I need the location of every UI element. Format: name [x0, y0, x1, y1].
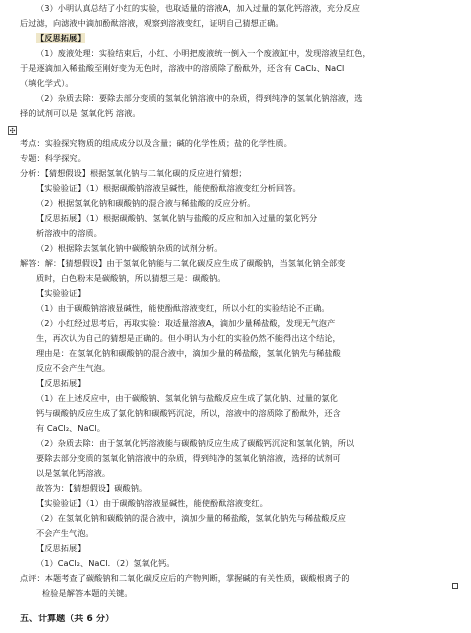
- text-line: 要除去部分变质的氢氧化钠溶液中的杂质，得到纯净的氢氧化钠溶液，选择的试剂可: [36, 453, 341, 463]
- text-line: （填化学式）。: [20, 78, 74, 88]
- paragraph-end-mark: [452, 583, 458, 589]
- text-line: 析溶液中的溶质。: [36, 228, 102, 238]
- text-line: （2）根据氢氧化钠和碳酸钠的混合液与稀盐酸的反应分析。: [36, 198, 256, 208]
- text-line: （2）杂质去除：由于氢氧化钙溶液能与碳酸钠反应生成了碳酸钙沉淀和氢氧化钠，所以: [36, 438, 355, 448]
- text-line: 【反思拓展】: [36, 378, 86, 388]
- move-anchor-icon[interactable]: ✣: [9, 127, 16, 135]
- text-line: （1）由于碳酸钠溶液显碱性，能使酚酞溶液变红，所以小红的实验结论不正确。: [36, 303, 330, 313]
- text-line: 有 CaCl₂、NaCl。: [36, 423, 105, 433]
- text-line: 质时，白色粉末是碳酸钠，所以猜想三是：碳酸钠。: [36, 273, 226, 283]
- text-line: 点评：本题考查了碳酸钠和二氧化碳反应后的产物判断，掌握碱的有关性质，碳酸根离子的: [20, 573, 350, 583]
- highlighted-text: 【反思拓展】: [36, 33, 86, 43]
- section-title: 五、计算题（共 6 分）: [20, 614, 115, 624]
- text-line: （3）小明认真总结了小红的实验，也取适量的溶液A，加入过量的氯化钙溶液，充分反应: [36, 3, 360, 13]
- text-line: 【实验验证】（1）根据碳酸钠溶液呈碱性，能使酚酞溶液变红分析回答。: [36, 183, 301, 193]
- text-line: 【实验验证】: [36, 288, 86, 298]
- text-line: （1）在上述反应中，由于碳酸钠、氢氧化钠与盐酸反应生成了氯化钠、过量的氯化: [36, 393, 338, 403]
- text-line: 钙与碳酸钠反应生成了氯化钠和碳酸钙沉淀，所以，溶液中的溶质除了酚酞外，还含: [36, 408, 341, 418]
- section-heading: [36, 33, 456, 44]
- text-line: （1）废液处理：实验结束后，小红、小明把废液统一倒入一个废液缸中，发现溶液呈红色，: [36, 48, 371, 58]
- text-line: 检验是解答本题的关键。: [42, 588, 133, 598]
- text-line: （2）小红经过思考后，再取实验：取适量溶液A，滴加少量稀盐酸，发现无气泡产: [36, 318, 336, 328]
- text-line: 后过滤，向滤液中滴加酚酞溶液，观察到溶液变红，证明自己猜想正确。: [20, 18, 284, 28]
- text-line: 于是逐滴加入稀盐酸至刚好变为无色时，溶液中的溶质除了酚酞外，还含有 CaCl₂、NaCl: [20, 63, 345, 73]
- text-line: （2）在氢氧化钠和碳酸钠的混合液中，滴加少量的稀盐酸，氢氧化钠先与稀盐酸反应: [36, 513, 347, 523]
- text-line: 反应不会产生气泡。: [36, 363, 111, 373]
- text-line: （2）根据除去氢氧化钠中碳酸钠杂质的试剂分析。: [36, 243, 223, 253]
- text-line: 分析：【猜想假设】根据氢氧化钠与二氧化碳的反应进行猜想；: [20, 168, 247, 178]
- text-line: 理由是：在氢氧化钠和碳酸钠的混合液中，滴加少量的稀盐酸，氢氧化钠先与稀盐酸: [36, 348, 341, 358]
- text-line: 故答为：【猜想假设】碳酸钠。: [36, 483, 148, 493]
- text-line: 择的试剂可以是 氢氧化钙 溶液。: [20, 108, 141, 118]
- text-line: 解答：解：【猜想假设】由于氢氧化钠能与二氧化碳反应生成了碳酸钠，当氢氧化钠全部变: [20, 258, 346, 268]
- text-line: 生，再次认为自己的猜想是正确的。但小明认为小红的实验仍然不能得出这个结论，: [36, 333, 341, 343]
- text-line: 专题：科学探究。: [20, 153, 86, 163]
- text-line: 考点：实验探究物质的组成成分以及含量；碱的化学性质；盐的化学性质。: [20, 138, 292, 148]
- text-line: 【反思拓展】（1）根据碳酸钠、氢氧化钠与盐酸的反应和加入过量的氯化钙分: [36, 213, 318, 223]
- text-line: （1）CaCl₂、NaCl．（2）氢氧化钙。: [36, 558, 175, 568]
- text-line: 【实验验证】（1）由于碳酸钠溶液显碱性，能使酚酞溶液变红。: [36, 498, 268, 508]
- text-line: 【反思拓展】: [36, 543, 86, 553]
- text-line: （2）杂质去除：要除去部分变质的氢氧化钠溶液中的杂质，得到纯净的氢氧化钠溶液，选: [36, 93, 363, 103]
- text-line: 以是氢氧化钙溶液。: [36, 468, 111, 478]
- text-line: 不会产生气泡。: [36, 528, 94, 538]
